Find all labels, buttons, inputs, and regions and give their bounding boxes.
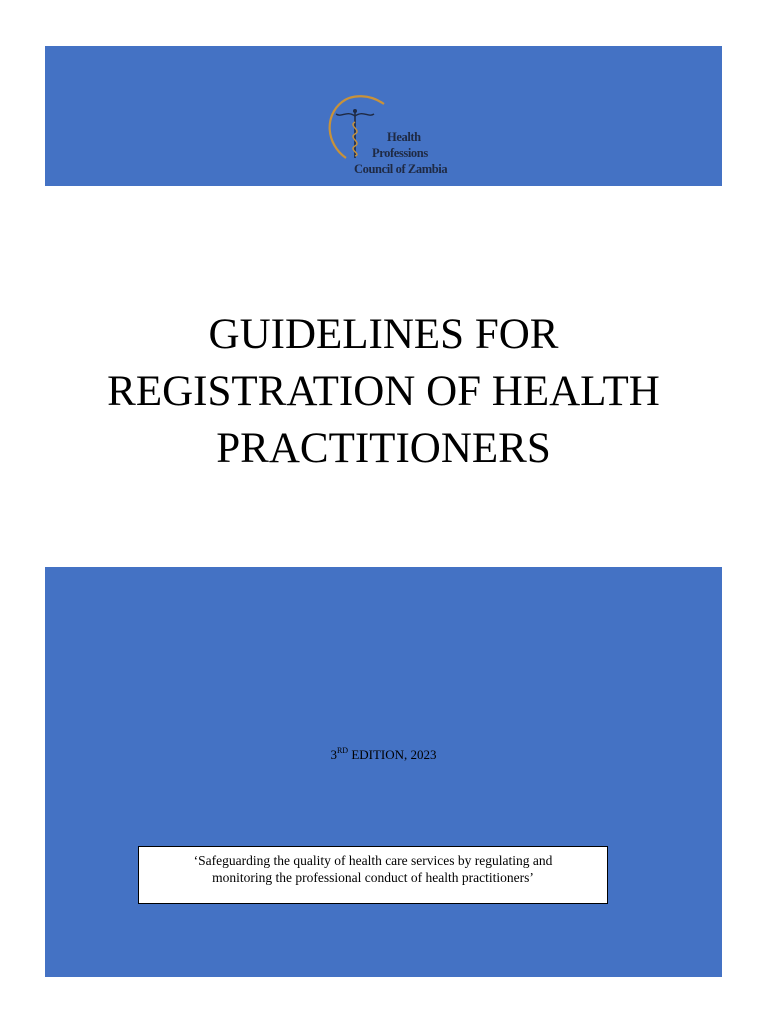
edition-text: EDITION, 2023	[348, 747, 437, 762]
caduceus-wing-left	[336, 114, 355, 116]
motto-line-2: monitoring the professional conduct of health practitioners’	[212, 870, 534, 885]
edition-superscript: RD	[336, 746, 349, 755]
motto-box	[138, 846, 608, 904]
title-line-2: REGISTRATION OF HEALTH	[107, 367, 660, 415]
hpcz-logo	[322, 92, 452, 184]
caduceus-knob	[353, 109, 357, 113]
logo-line-2: Professions	[372, 146, 428, 160]
document-title	[45, 306, 722, 477]
edition-label	[45, 745, 722, 765]
title-line-3: PRACTITIONERS	[216, 424, 551, 472]
edition-number: 3	[330, 747, 337, 762]
footer-band	[45, 567, 722, 977]
logo-line-3: Council of Zambia	[354, 162, 448, 176]
motto-line-1: ‘Safeguarding the quality of health care services by regulating and	[193, 853, 553, 868]
logo-line-1: Health	[387, 130, 421, 144]
logo-text	[352, 129, 452, 177]
caduceus-wing-right	[355, 114, 374, 116]
title-line-1: GUIDELINES FOR	[208, 310, 559, 358]
